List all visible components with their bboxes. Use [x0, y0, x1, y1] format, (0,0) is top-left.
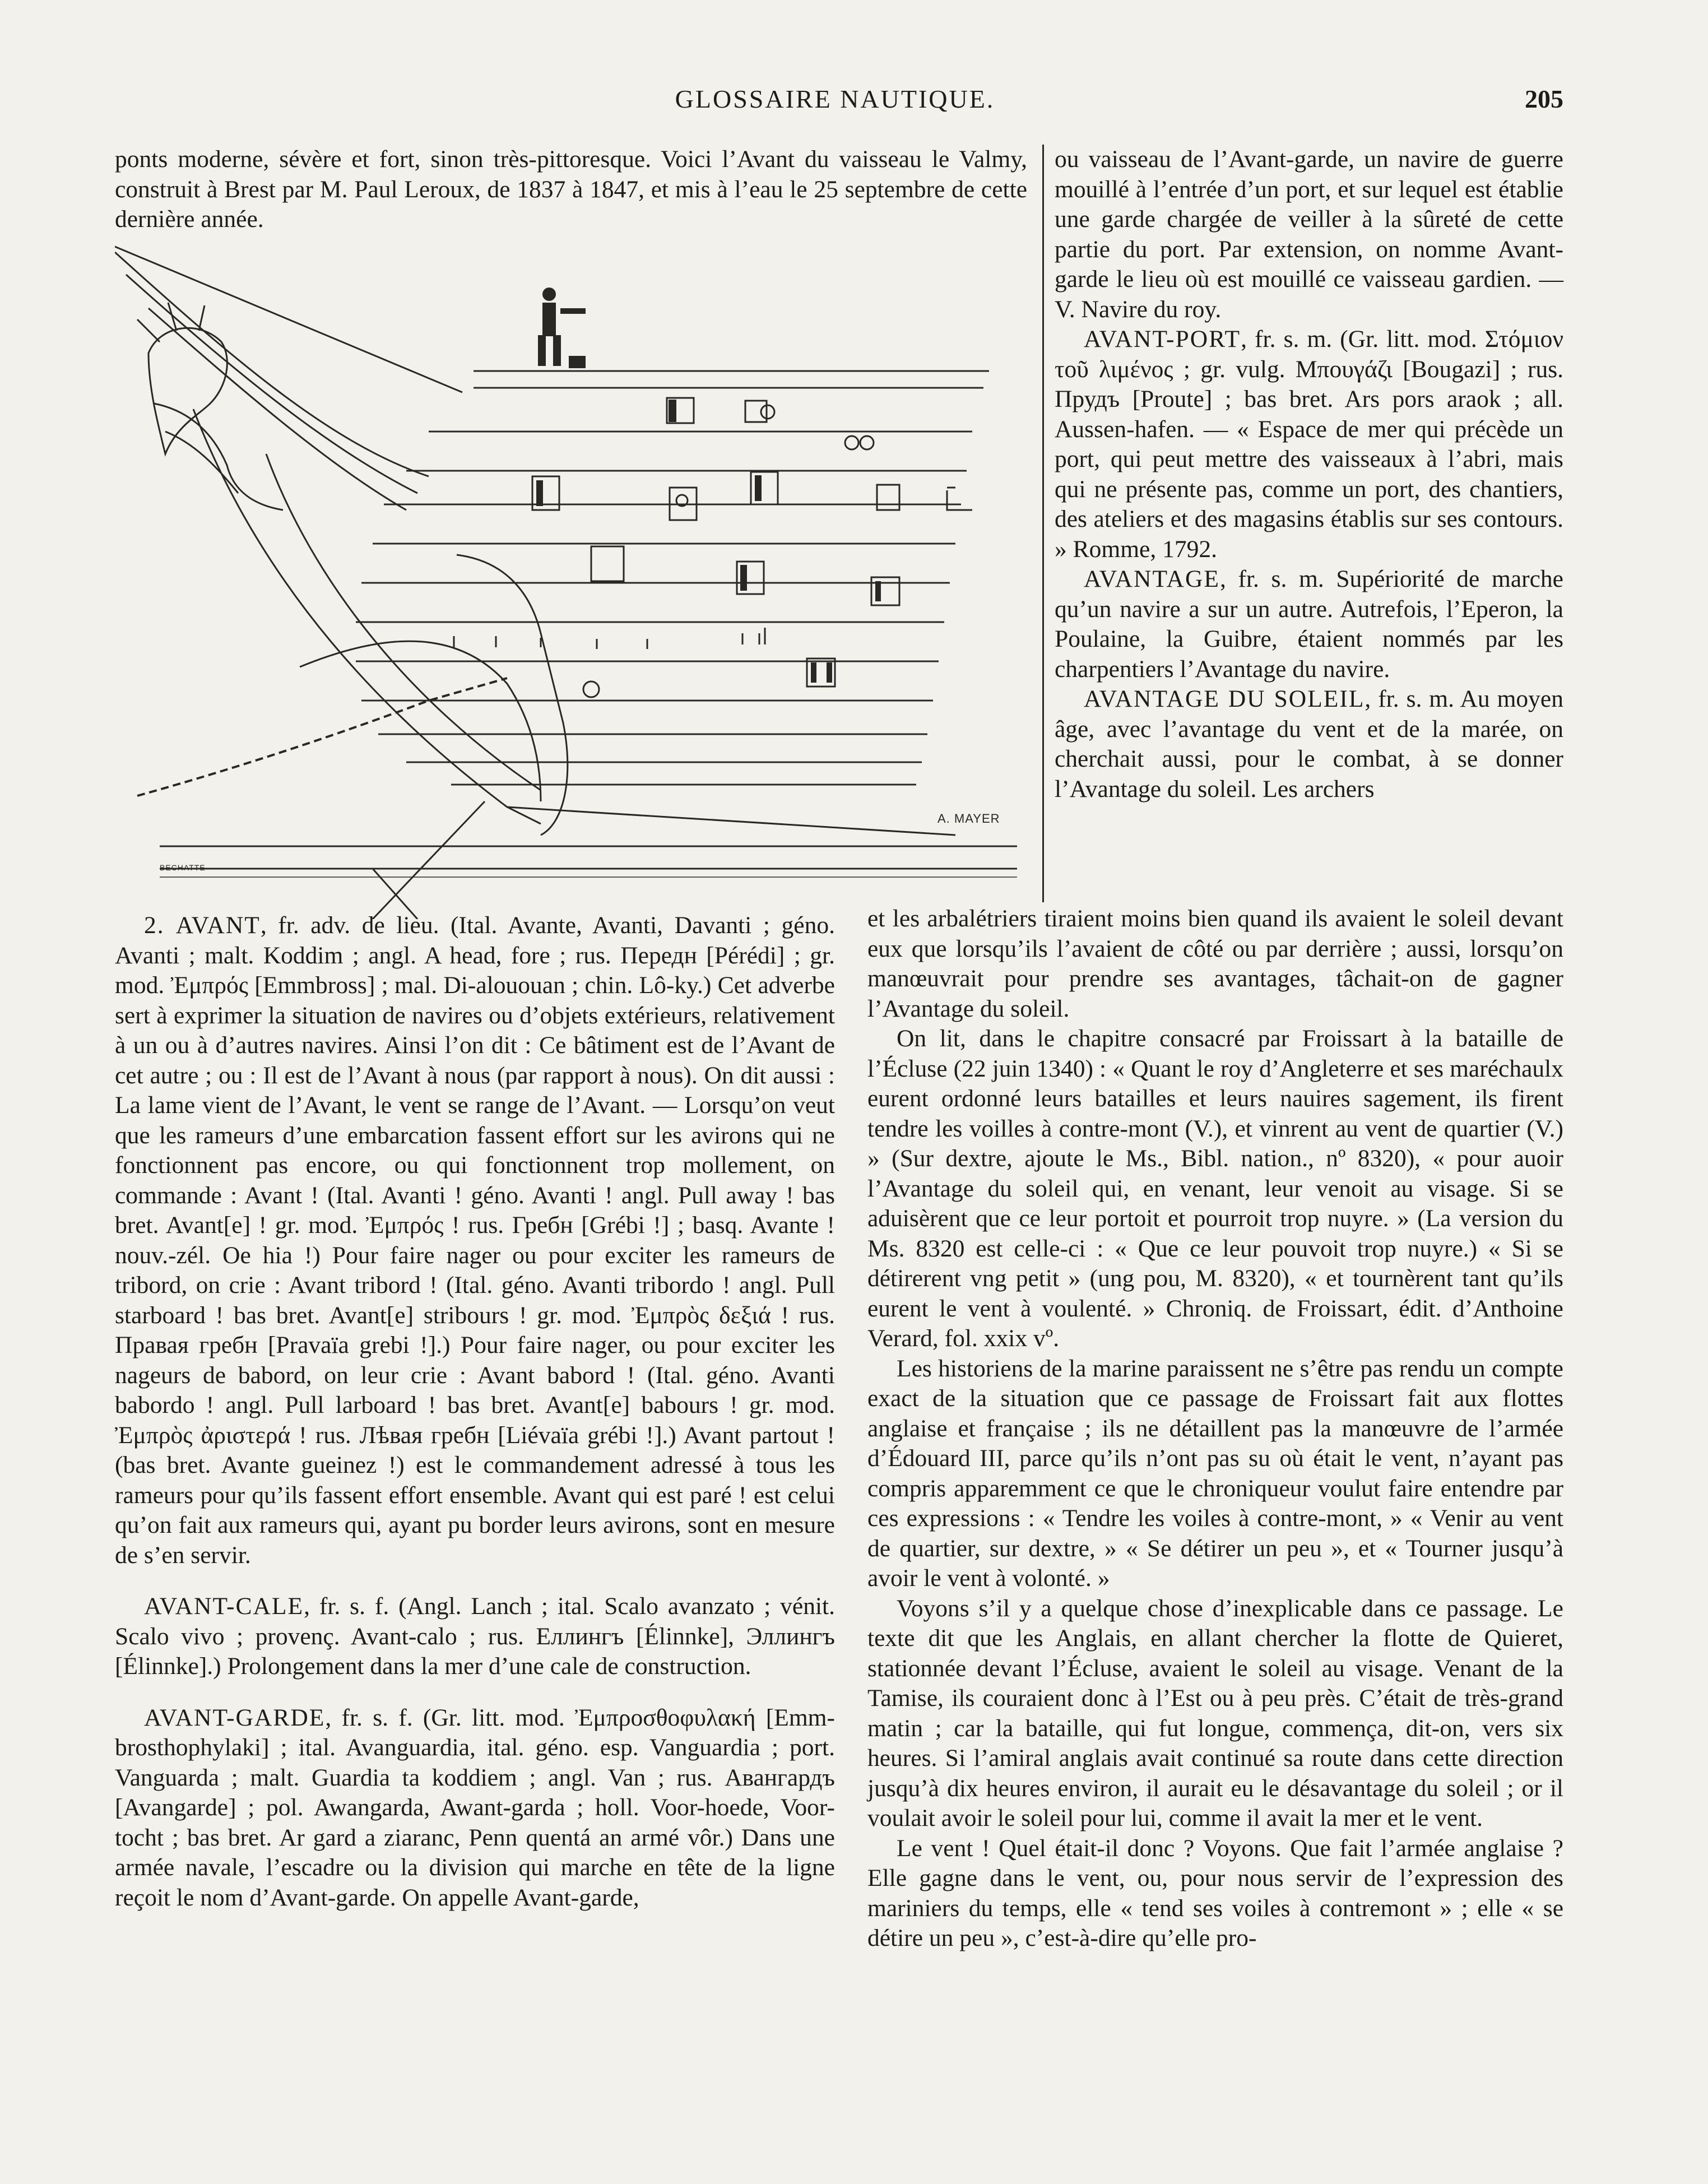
- entry-avant-port: [1055, 324, 1563, 564]
- entry-avant: [115, 911, 835, 1570]
- sailor-figure: [538, 288, 586, 368]
- avant-garde-continuation: ou vaisseau de l’Avant-garde, un navire de guerre mouillé à l’entrée d’un port, et sur lequel est établie une garde chargée de veiller à la sûreté de cette partie du port. Par extension, on nomme Avant-garde le lieu où est mouillé ce vaisseau gardien. — V. Navire du roy.: [1055, 146, 1563, 323]
- ship-bow-drawing: [115, 241, 1045, 919]
- entry-body: , fr. s. m. Au moyen âge, avec l’avantage du vent et de la marée, on cherchait aussi, pour le combat, à se donner l’Avantage du soleil. Les archers: [1055, 685, 1563, 803]
- entry-body: , fr. s. m. Supériorité de marche qu’un navire a sur un autre. Autrefois, l’Eperon, la Poulaine, la Guibre, étaient nommés par les charpentiers l’Avantage du navire.: [1055, 565, 1563, 683]
- headword: AVANTAGE: [1084, 565, 1220, 592]
- headword: 2. AVANT: [144, 912, 261, 939]
- entry-body: , fr. s. f. (Angl. Lanch ; ital. Scalo avanzato ; vénit. Scalo vivo ; provenç. Avant-calo ; rus. Еллингъ [Élinnke], Эллингъ [Élinnke].) Prolongement dans la mer d’une cale de construction.: [115, 1593, 835, 1680]
- headword: AVANTAGE DU SOLEIL: [1084, 685, 1365, 712]
- entry-body: , fr. adv. de lieu. (Ital. Avante, Avanti, Davanti ; géno. Avanti ; malt. Koddim ; angl. A head, fore ; rus. Передн [Pérédi] ; gr. mod. Ἐμπρός [Emmbross] ; mal. Di-alououan ; chin. Lô-ky.) Cet adverbe sert à exprimer la situation de navires ou d’objets extérieurs, relativement à un ou à d’autres navires. Ainsi l’on dit : Ce bâtiment est de l’Avant de cet autre ; ou : Il est de l’Avant à nous (par rapport à nous). On dit aussi : La lame vient de l’Avant, le vent se range de l’Avant. — Lorsqu’on veut que les rameurs d’une embarcation fassent effort sur les avirons qui ne fonctionnent pas encore, ou qui fonctionnent trop mollement, on commande : Avant ! (Ital. Avanti ! géno. Avanti ! angl. Pull away ! bas bret. Avant[e] ! gr. mod. Ἐμπρός ! rus. Гребн [Grébi !] ; basq. Avante ! nouv.-zél. Oe hia !) Pour faire nager ou pour exciter les rameurs de tribord, on crie : Avant tribord ! (Ital. géno. Avanti tribordo ! angl. Pull starboard ! bas bret. Avant[e] stribours ! gr. mod. Ἐμπρὸς δεξιά ! rus. Правая гребн [Pravaïa grebi !].) Pour faire nager, ou pour exciter les nageurs de babord, on leur crie : Avant babord ! (Ital. géno. Avanti babordo ! angl. Pull larboard ! bas bret. Avant[e] babours ! gr. mod. Ἐμπρὸς ἀριστερά ! rus. Лѣвая гребн [Liévaïa grébi !].) Avant partout ! (bas bret. Avante gueinez !) est le commandement adressé à tous les rameurs pour qu’ils fassent effort ensemble. Avant qui est paré ! est celui qu’on fait aux rameurs qui, ayant pu border leurs avirons, sont en mesure de s’en servir.: [115, 912, 835, 1569]
- wind-paragraph: Le vent ! Quel était-il donc ? Voyons. Que fait l’armée anglaise ? Elle gagne dans le vent, ou, pour nous servir de l’expression des mariniers du temps, elle « tend ses voiles à contremont » ; elle « se détire un peu », c’est-à-dire qu’elle pro-: [867, 1834, 1563, 1951]
- entry-avantage-du-soleil: [1055, 684, 1563, 804]
- page-number: 205: [1525, 85, 1563, 113]
- figurehead: [137, 303, 283, 510]
- intro-text: ponts moderne, sévère et fort, sinon très-pittoresque. Voici l’Avant du vaisseau le Valmy, construit à Brest par M. Paul Leroux, de 1837 à 1847, et mis à l’eau le 25 septembre de cette dernière année.: [115, 146, 1027, 233]
- soleil-continuation: et les arbalétriers tiraient moins bien quand ils avaient le soleil devant eux que lorsqu’ils l’avaient de côté ou par derrière ; aussi, lorsqu’on manœuvrait pour prendre ses avantages, tâchait-on de gagner l’Avantage du soleil.: [867, 905, 1563, 1022]
- headword: AVANT-GARDE: [144, 1704, 326, 1731]
- analysis-paragraph: Voyons s’il y a quelque chose d’inexplicable dans ce passage. Le texte dit que les Anglais, en allant chercher la flotte de Quieret, stationnée devant l’Écluse, avaient le soleil au visage. Venant de la Tamise, ils couraient donc à l’Est ou à peu près. C’était de très-grand matin ; car la bataille, qui fut longue, commença, dit-on, vers six heures. Si l’amiral anglais avait continué sa route dans cette direction jusqu’à dix heures environ, il aurait eu le désavantage du soleil ; or il voulait avoir le soleil pour lui, comme il avait la mer et le vent.: [867, 1594, 1563, 1831]
- headword: AVANT-CALE: [144, 1593, 304, 1620]
- right-column-bottom: [867, 904, 1563, 1954]
- entry-avant-garde: [115, 1703, 835, 1913]
- historians-paragraph: Les historiens de la marine paraissent ne s’être pas rendu un compte exact de la situation que ce passage de Froissart fait aux flottes anglaise et française ; ils ne détaillent pas la manœuvre de l’armée d’Édouard III, parce qu’ils n’ont pas su où était le vent, n’ayant pas compris apparemment ce que le chroniqueur voulut faire entendre par ces expressions : « Tendre les voiles à contre-mont, » « Venir au vent de quartier, sur dextre, » « Se détirer un peu », et « Tourner jusqu’à avoir le vent à volonté. »: [867, 1355, 1563, 1592]
- engraver-signature: A. MAYER: [937, 812, 1000, 826]
- entry-avant-cale: [115, 1592, 835, 1682]
- ship-bow-engraving: [115, 241, 1045, 919]
- froissart-quote-paragraph: On lit, dans le chapitre consacré par Froissart à la bataille de l’Écluse (22 juin 1340) : « Quant le roy d’Angleterre et ses maréchaulx eurent ordonné leurs batailles et leurs nauires sagement, ils firent tendre les voilles à contre-mont (V.), et vinrent au vent de quartier (V.) » (Sur dextre, ajoute le Ms., Bibl. nation., nº 8320), « pour auoir l’Avantage du soleil qui, en venant, leur venoit au visage. Si se aduisèrent que ce leur portoit et pourroit trop nuyre. » (La version du Ms. 8320 est celle-ci : « Que ce leur pouvoit trop nuyre.) « Si se détirerent vng petit » (ung pou, M. 8320), « et tournèrent tant qu’ils eurent le vent à voulenté. » Chroniq. de Froissart, édit. d’Anthoine Verard, fol. xxix vº.: [867, 1025, 1563, 1352]
- entry-body: , fr. s. f. (Gr. litt. mod. Ἐμπροσθοφυλακή [Emm-brosthophylaki] ; ital. Avanguardia, ital. géno. esp. Vanguardia ; port. Vanguarda ; malt. Guardia ta koddiem ; angl. Van ; rus. Авангардъ [Avangarde] ; pol. Awangarda, Awant-garda ; holl. Voor-hoede, Voor-tocht ; bas bret. Ar gard a ziaranc, Penn quentá an armé vôr.) Dans une armée navale, l’escadre ou la division qui marche en tête de la ligne reçoit le nom d’Avant-garde. On appelle Avant-garde,: [115, 1704, 835, 1911]
- headword: AVANT-PORT: [1084, 326, 1241, 353]
- entry-body: , fr. s. m. (Gr. litt. mod. Στόμιον τοῦ λιμένος ; gr. vulg. Μπουγάζι [Bougazi] ; rus. Прудъ [Proute] ; bas bret. Ars pors araok ; all. Aussen-hafen. — « Espace de mer qui précède un port, qui peut mettre des vaisseaux à l’abri, mais qui ne présente pas, comme un port, des chantiers, des ateliers et des magasins établis sur ses contours. » Romme, 1792.: [1055, 326, 1563, 563]
- artist-signature: BECHATTE: [160, 863, 206, 872]
- running-head: GLOSSAIRE NAUTIQUE.: [675, 85, 995, 113]
- right-column-top: [1055, 145, 1563, 804]
- entry-avantage: [1055, 564, 1563, 684]
- left-column: [115, 911, 835, 1913]
- intro-paragraph: [115, 145, 1027, 235]
